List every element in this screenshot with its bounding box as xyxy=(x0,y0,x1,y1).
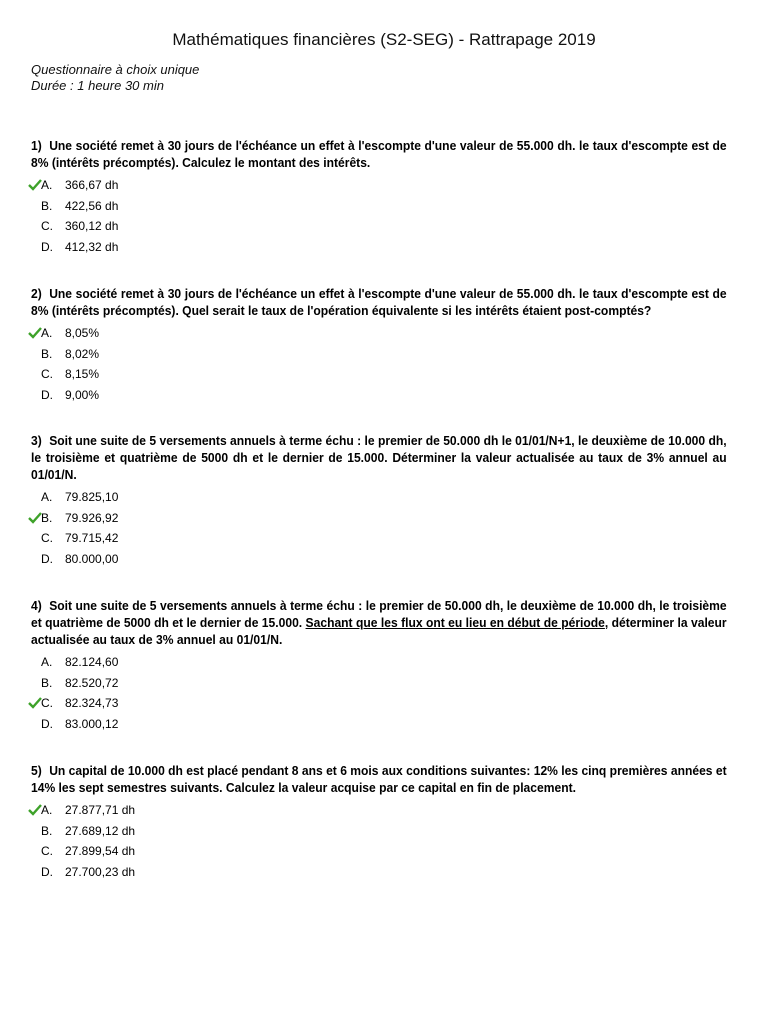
option-b[interactable]: B. 422,56 dh xyxy=(41,198,119,213)
options-list xyxy=(31,652,727,735)
option-c[interactable]: C. 360,12 dh xyxy=(41,219,119,234)
options-list xyxy=(31,323,727,406)
option-c[interactable]: C. 8,15% xyxy=(41,367,100,382)
option-a[interactable]: A. 8,05% xyxy=(31,323,727,344)
options-list xyxy=(31,175,727,258)
option-d[interactable]: D. 83.000,12 xyxy=(41,717,119,732)
option-a[interactable]: A. 82.124,60 xyxy=(41,655,119,669)
check-icon xyxy=(28,697,42,709)
question-3 xyxy=(31,432,727,570)
option-d[interactable]: D. 80.000,00 xyxy=(41,552,119,567)
option-c[interactable]: C. 79.715,42 xyxy=(41,531,119,546)
question-4 xyxy=(31,597,727,735)
option-c[interactable]: C. 27.899,54 dh xyxy=(41,844,136,859)
option-b[interactable]: B. 82.520,72 xyxy=(41,675,119,690)
option-b[interactable]: B. 8,02% xyxy=(41,346,100,361)
subtitle: Questionnaire à choix unique xyxy=(31,62,200,77)
question-text: 5) Un capital de 10.000 dh est placé pendant 8 ans et 6 mois aux conditions suivantes: 12% les cinq premières années et 14% les sept semestres suivants. Calculez la valeur acquise par ce capital en fin de placement. xyxy=(31,763,727,795)
option-b[interactable]: B. 79.926,92 xyxy=(31,508,727,529)
question-text: 4) Soit une suite de 5 versements annuels à terme échu : le premier de 50.000 dh, le deuxième de 10.000 dh, le troisième et quatrième de 5000 dh et le dernier de 15.000. Sachant que les flux ont eu lieu en début de période, déterminer la valeur actualisée au taux de 3% annuel au 01/01/N. xyxy=(31,598,727,647)
question-text: 1) Une société remet à 30 jours de l'échéance un effet à l'escompte d'une valeur de 55.000 dh. le taux d'escompte est de 8% (intérêts précomptés). Calculez le montant des intérêts. xyxy=(31,138,727,170)
options-list xyxy=(31,800,727,883)
options-list xyxy=(31,487,727,570)
option-c[interactable]: C. 82.324,73 xyxy=(31,693,727,714)
option-a[interactable]: A. 366,67 dh xyxy=(31,175,727,196)
option-b[interactable]: B. 27.689,12 dh xyxy=(41,823,136,838)
question-5 xyxy=(31,762,727,883)
option-a[interactable]: A. 79.825,10 xyxy=(41,490,119,504)
question-text: 3) Soit une suite de 5 versements annuels à terme échu : le premier de 50.000 dh le 01/01/N+1, le deuxième de 10.000 dh, le troisième et quatrième de 5000 dh et le dernier de 15.000. Déterminer la valeur actualisée au taux de 3% annuel au 01/01/N. xyxy=(31,433,727,482)
duration: Durée : 1 heure 30 min xyxy=(31,78,164,93)
check-icon xyxy=(28,512,42,524)
question-text: 2) Une société remet à 30 jours de l'échéance un effet à l'escompte d'une valeur de 55.000 dh. le taux d'escompte est de 8% (intérêts précomptés). Quel serait le taux de l'opération équivalente si les intérêts étaient post-comptés? xyxy=(31,286,727,318)
check-icon xyxy=(28,804,42,816)
question-1 xyxy=(31,137,727,258)
question-2 xyxy=(31,285,727,406)
page-title: Mathématiques financières (S2-SEG) - Rattrapage 2019 xyxy=(172,30,596,49)
underlined-text: Sachant que les flux ont eu lieu en début de période xyxy=(305,615,605,630)
check-icon xyxy=(28,179,42,191)
option-d[interactable]: D. 27.700,23 dh xyxy=(41,865,136,880)
option-d[interactable]: D. 9,00% xyxy=(41,388,100,403)
option-a[interactable]: A. 27.877,71 dh xyxy=(31,800,727,821)
option-d[interactable]: D. 412,32 dh xyxy=(41,240,119,255)
check-icon xyxy=(28,327,42,339)
